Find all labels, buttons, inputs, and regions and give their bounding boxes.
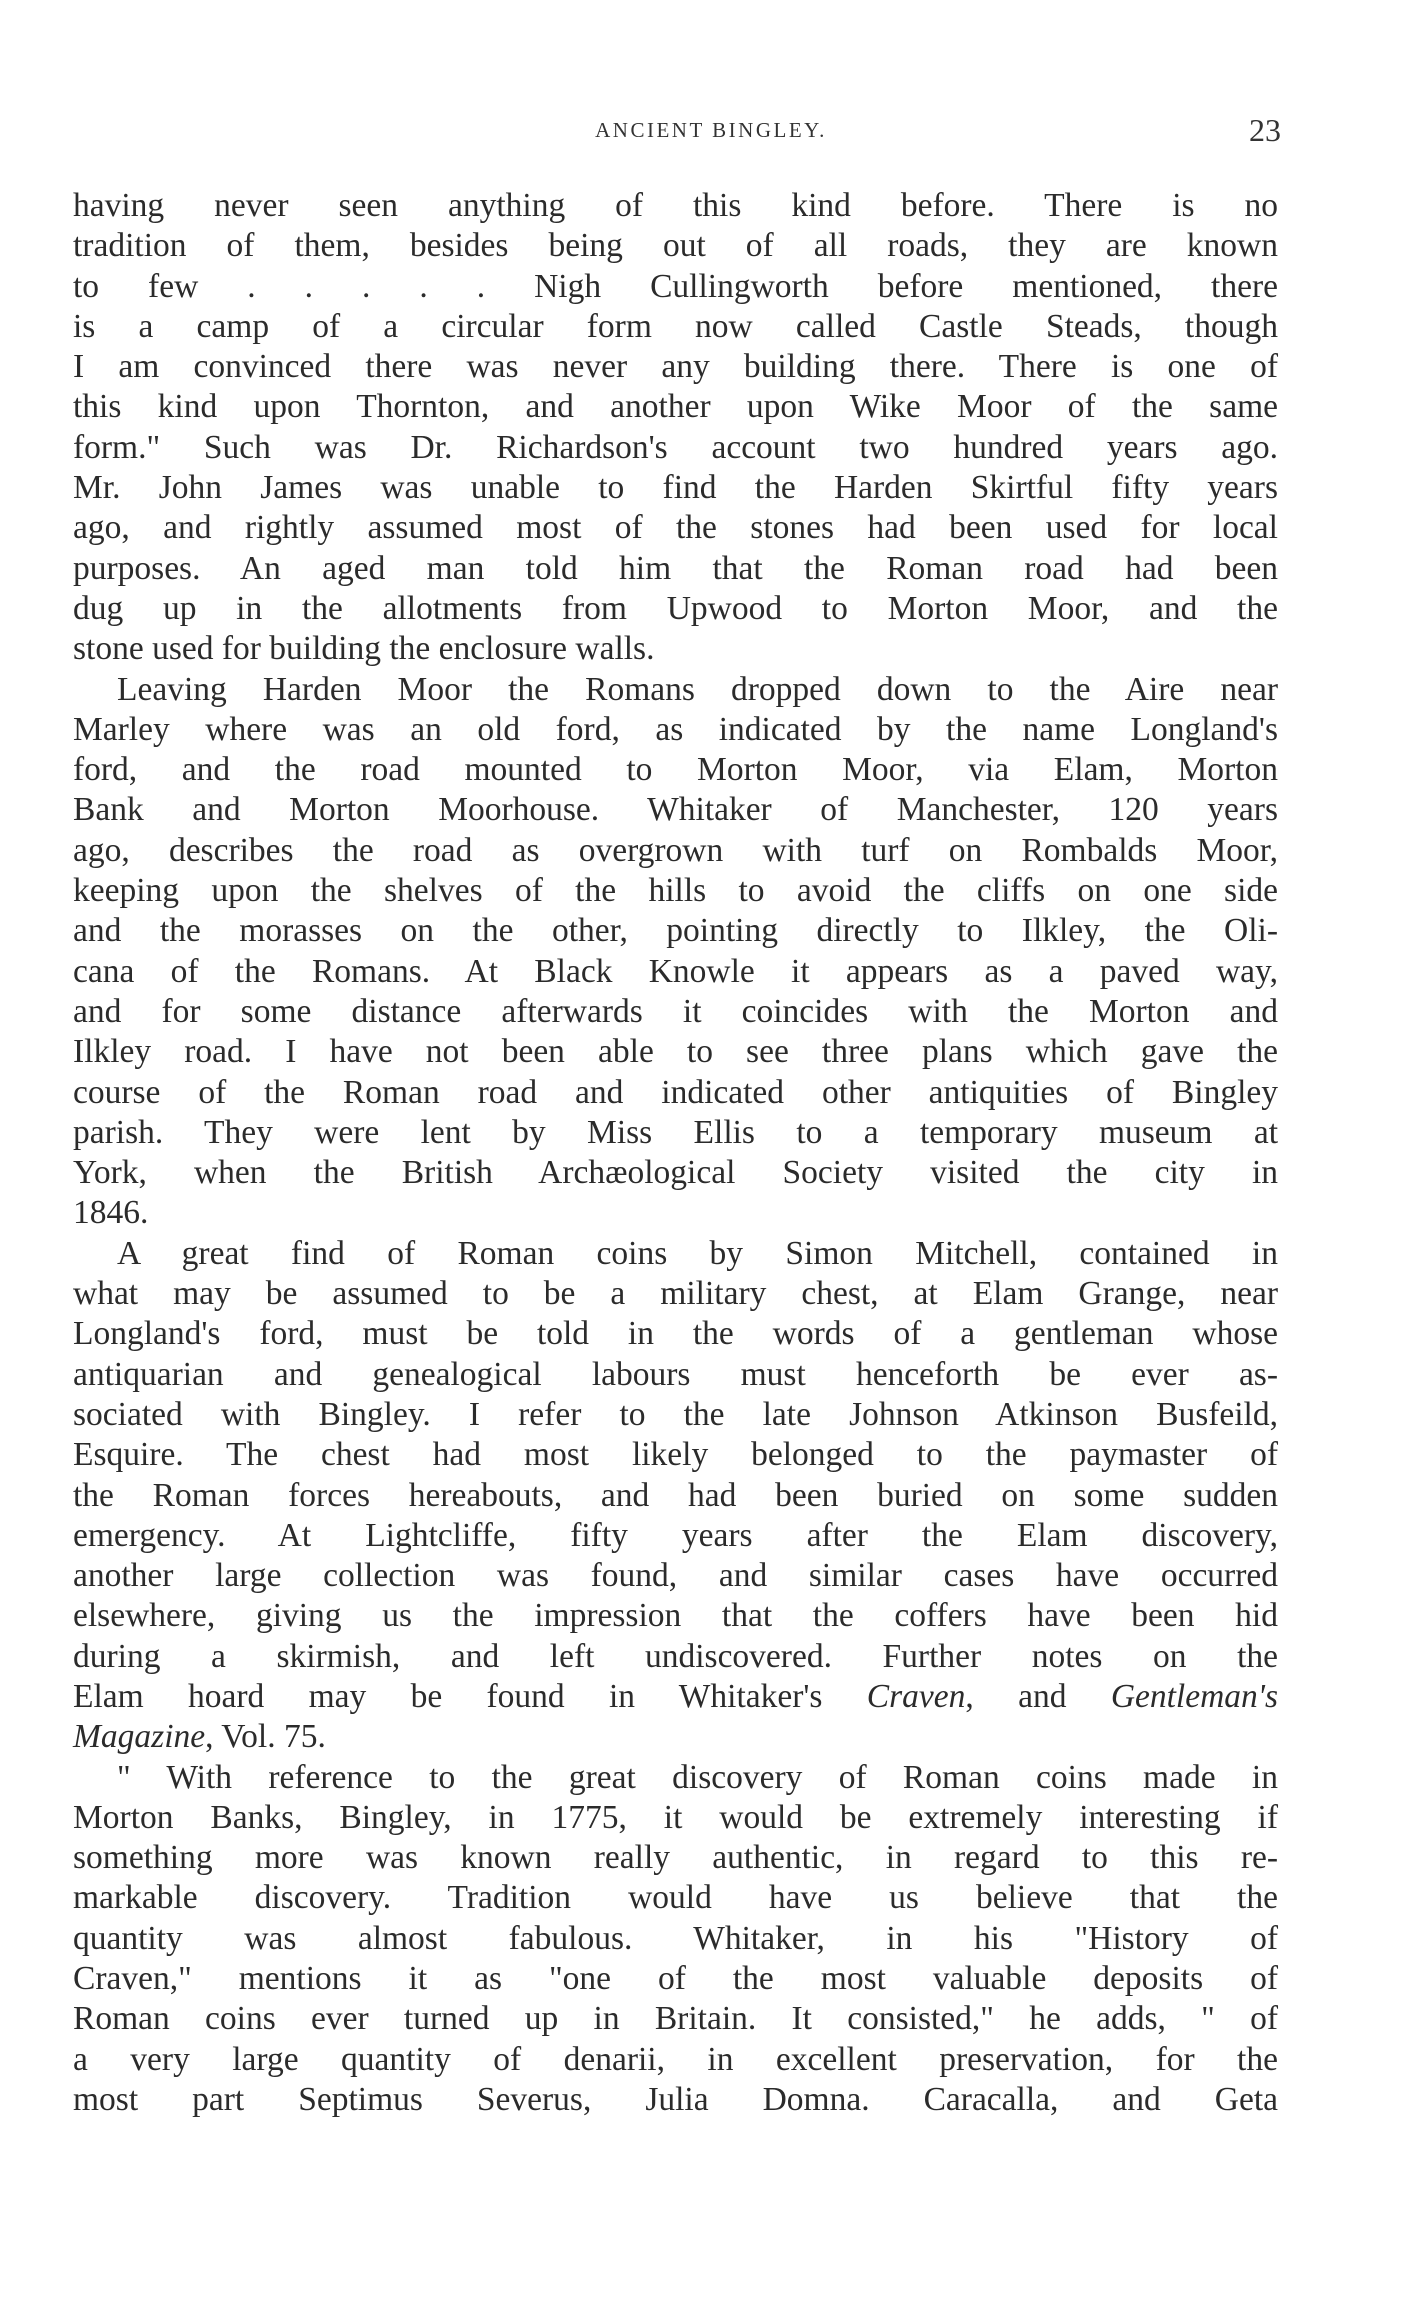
text-line: having never seen anything of this kind before. There is no (73, 187, 1278, 224)
running-head (0, 112, 1422, 152)
text-line: Leaving Harden Moor the Romans dropped down to the Aire near (117, 670, 1278, 708)
text-line: York, when the British Archæological Society visited the city in (73, 1154, 1278, 1192)
text-line: " With reference to the great discovery of Roman coins made in (117, 1758, 1278, 1796)
body-text (73, 186, 1278, 2120)
italic-title: Gentleman's (1110, 1677, 1279, 1715)
text-line: quantity was almost fabulous. Whitaker, in his "History of (73, 1919, 1278, 1957)
text-line: cana of the Romans. At Black Knowle it appears as a paved way, (73, 952, 1278, 990)
text-line: during a skirmish, and left undiscovered. Further notes on the (73, 1637, 1278, 1675)
text-line: form." Such was Dr. Richardson's account two hundred years ago. (73, 428, 1278, 466)
text-line: the Roman forces hereabouts, and had been buried on some sudden (73, 1476, 1278, 1514)
text-line: Magazine, Vol. 75. (73, 1718, 326, 1756)
text-line: this kind upon Thornton, and another upon Wike Moor of the same (73, 388, 1278, 426)
text-line: Esquire. The chest had most likely belonged to the paymaster of (73, 1436, 1278, 1474)
text-line: and the morasses on the other, pointing directly to Ilkley, the Oli- (73, 912, 1278, 950)
text-line: dug up in the allotments from Upwood to Morton Moor, and the (73, 589, 1278, 627)
text-line: Bank and Morton Moorhouse. Whitaker of Manchester, 120 years (73, 791, 1278, 829)
text-line: is a camp of a circular form now called Castle Steads, though (73, 307, 1278, 345)
text-line: Roman coins ever turned up in Britain. It consisted," he adds, " of (73, 2000, 1278, 2038)
text-line: elsewhere, giving us the impression that the coffers have been hid (73, 1597, 1278, 1635)
page-number: 23 (1249, 112, 1281, 148)
text-line: a very large quantity of denarii, in excellent preservation, for the (73, 2040, 1278, 2078)
text-line: A great find of Roman coins by Simon Mitchell, contained in (117, 1234, 1278, 1272)
italic-title: Craven (866, 1677, 966, 1715)
text-line: something more was known really authentic, in regard to this re- (73, 1839, 1278, 1877)
text-line: course of the Roman road and indicated other antiquities of Bingley (73, 1073, 1278, 1111)
text-line: tradition of them, besides being out of all roads, they are known (73, 227, 1278, 265)
text-line: parish. They were lent by Miss Ellis to a temporary museum at (73, 1113, 1278, 1151)
text-line: stone used for building the enclosure walls. (73, 630, 655, 668)
text-line: purposes. An aged man told him that the Roman road had been (73, 549, 1278, 587)
text-line: markable discovery. Tradition would have us believe that the (73, 1879, 1278, 1917)
text-line: keeping upon the shelves of the hills to avoid the cliffs on one side (73, 872, 1278, 910)
text-line: Mr. John James was unable to find the Harden Skirtful fifty years (73, 469, 1278, 507)
text-line: Morton Banks, Bingley, in 1775, it would be extremely interesting if (73, 1798, 1278, 1836)
text-line: ford, and the road mounted to Morton Moor, via Elam, Morton (73, 751, 1278, 789)
italic-title: Magazine (73, 1718, 206, 1756)
text-line: ago, and rightly assumed most of the stones had been used for local (73, 509, 1278, 547)
text-line: emergency. At Lightcliffe, fifty years after the Elam discovery, (73, 1516, 1278, 1554)
text-line: and for some distance afterwards it coincides with the Morton and (73, 992, 1278, 1030)
text-line: Marley where was an old ford, as indicated by the name Longland's (73, 710, 1278, 748)
text-line: I am convinced there was never any building there. There is one of (73, 348, 1278, 386)
text-line: another large collection was found, and similar cases have occurred (73, 1557, 1278, 1595)
text-line: 1846. (73, 1194, 149, 1232)
text-line: most part Septimus Severus, Julia Domna. Caracalla, and Geta (73, 2080, 1278, 2118)
running-title: ANCIENT BINGLEY. (595, 118, 827, 142)
text-line: to few . . . . . Nigh Cullingworth before mentioned, there (73, 267, 1278, 305)
text-line: antiquarian and genealogical labours must henceforth be ever as- (73, 1355, 1278, 1393)
text-line: Elam hoard may be found in Whitaker's Craven, and Gentleman's (73, 1677, 1279, 1715)
text-line: sociated with Bingley. I refer to the late Johnson Atkinson Busfeild, (73, 1395, 1278, 1433)
text-line: ago, describes the road as overgrown with turf on Rombalds Moor, (73, 831, 1278, 869)
text-line: Longland's ford, must be told in the words of a gentleman whose (73, 1315, 1278, 1353)
text-line: what may be assumed to be a military chest, at Elam Grange, near (73, 1275, 1278, 1313)
text-line: Ilkley road. I have not been able to see three plans which gave the (73, 1033, 1278, 1071)
text-line: Craven," mentions it as "one of the most valuable deposits of (73, 1960, 1278, 1998)
